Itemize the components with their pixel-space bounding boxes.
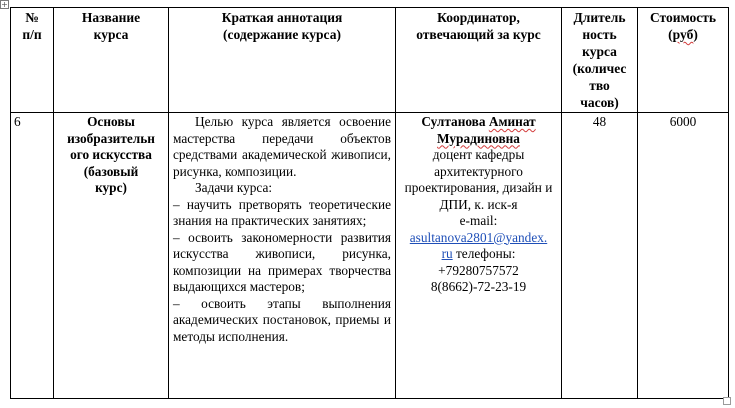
header-duration: Длитель ность курса (количес тво часов) xyxy=(562,8,638,113)
coordinator-email-link[interactable]: asultanova2801@yandex. ru xyxy=(409,229,548,261)
header-coordinator: Координатор, отвечающий за курс xyxy=(396,8,562,113)
annotation-task-3: – освоить этапы выполнения академических постановок, приемы и методы исполнения. xyxy=(173,295,391,344)
annotation-goal: Целью курса является освоение мастерства передачи объектов средствами академической живописи, рисунка, композиции. xyxy=(173,114,391,179)
course-duration: 48 xyxy=(562,113,638,399)
course-name: Основы изобразительн ого искусства (базовый курс) xyxy=(54,113,169,399)
header-cost: Стоимость (руб) xyxy=(638,8,729,113)
coordinator-phone-2: 8(8662)-72-23-19 xyxy=(430,279,527,294)
coordinator-phone-1: +79280757572 xyxy=(438,262,519,278)
courses-table xyxy=(10,7,729,399)
coordinator-position: доцент кафедры архитектурного проектирования, дизайн и ДПИ, к. иск-я xyxy=(404,147,553,212)
table-row xyxy=(11,113,729,399)
annotation-task-1: – научить претворять теоретические знания на практических занятиях; xyxy=(173,196,391,228)
table-resize-handle[interactable] xyxy=(723,397,731,405)
coordinator-phones-label: телефоны: xyxy=(455,246,516,261)
course-cost: 6000 xyxy=(638,113,729,399)
coordinator-email-label: e-mail: xyxy=(459,213,498,228)
course-annotation xyxy=(169,113,396,399)
table-move-handle[interactable]: + xyxy=(1,0,8,9)
header-course-name: Название курса xyxy=(54,8,169,113)
header-row xyxy=(11,8,729,113)
coordinator-name: Султанова Аминат Мурадиновна xyxy=(421,114,536,146)
coordinator-cell xyxy=(396,113,562,399)
coordinator-email-line xyxy=(400,230,557,263)
header-annotation: Краткая аннотация (содержание курса) xyxy=(169,8,396,113)
header-num: № п/п xyxy=(11,8,54,113)
annotation-task-2: – освоить закономерности развития искусства живописи, рисунка, композиции на примерах творчества выдающихся мастеров; xyxy=(173,229,391,294)
row-num: 6 xyxy=(11,113,54,399)
annotation-tasks-title: Задачи курса: xyxy=(195,180,273,195)
